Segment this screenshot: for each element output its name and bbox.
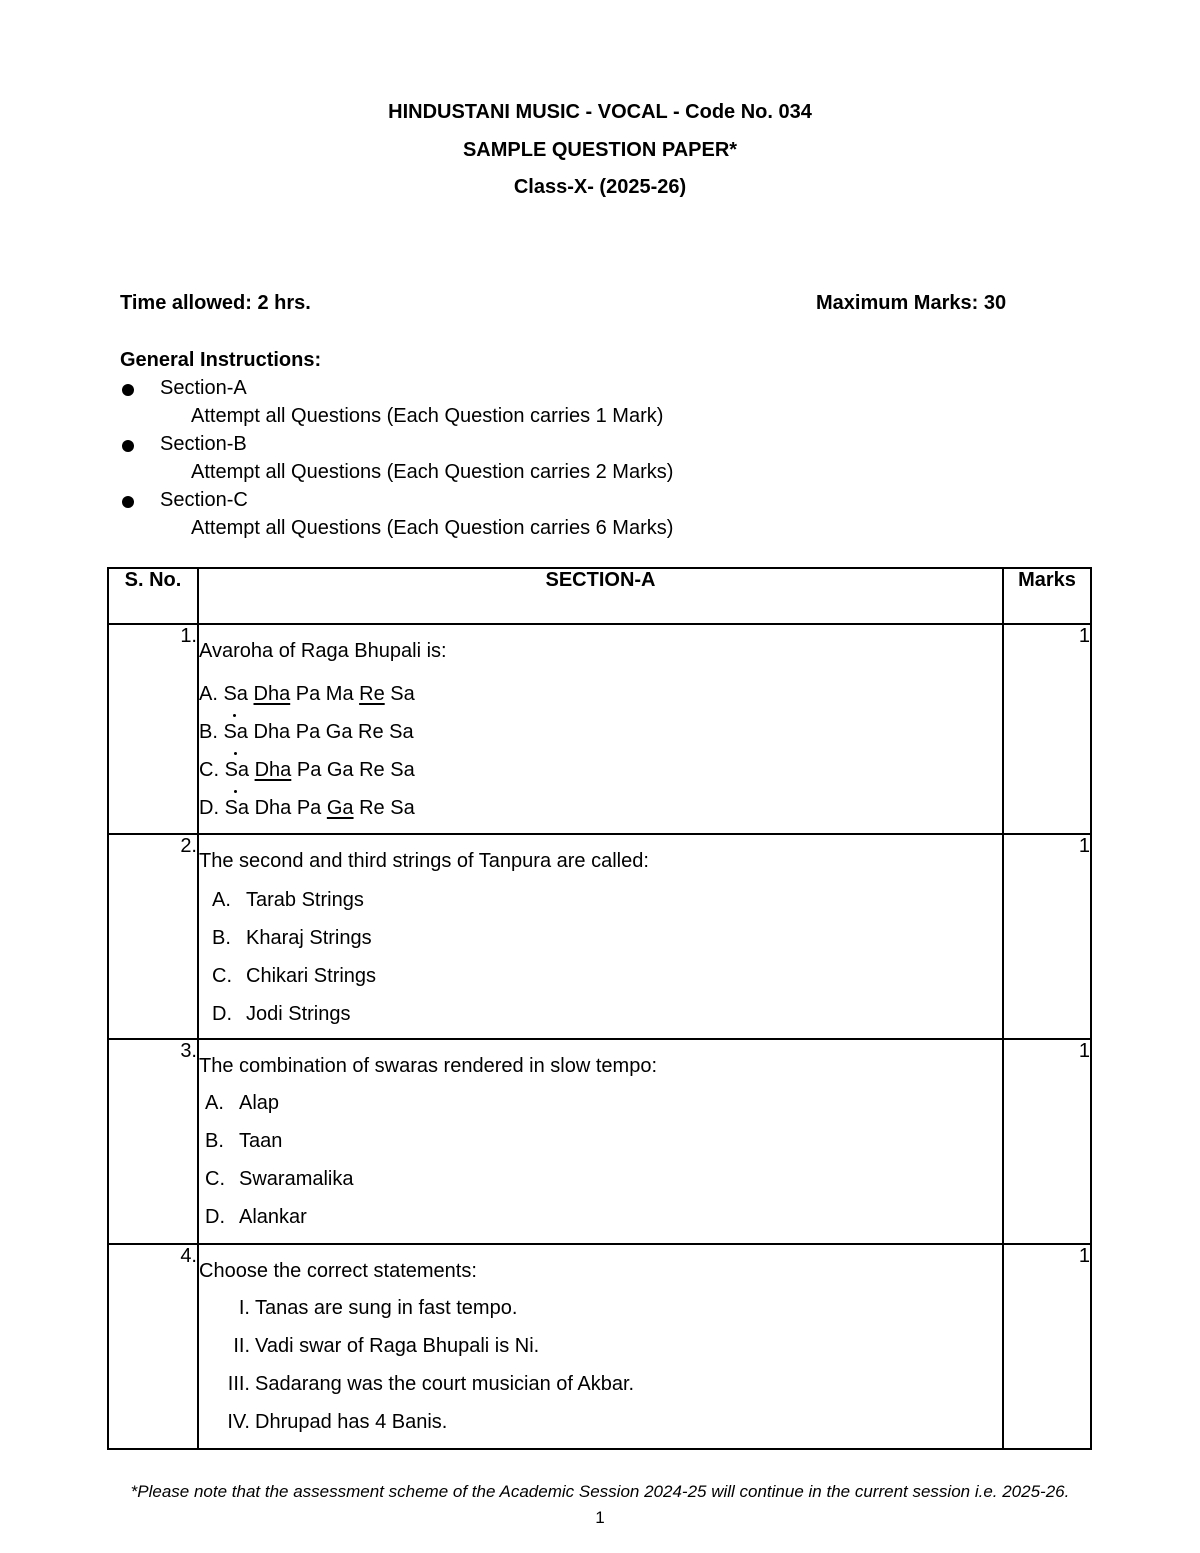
option-text: Dha Pa [249, 797, 327, 819]
question-number: 1. [108, 624, 198, 834]
instruction-text: Attempt all Questions (Each Question carries 2 Marks) [191, 461, 674, 483]
option-a [199, 881, 1002, 919]
question-marks: 1 [1003, 1039, 1091, 1244]
komal-re: Re [359, 683, 385, 705]
option-d [199, 995, 1002, 1033]
question-cell [198, 834, 1003, 1039]
statement-label: I. [238, 1297, 250, 1319]
option-list [199, 1084, 1002, 1236]
taar-sa: Sa [225, 751, 249, 789]
option-label: D. [199, 797, 219, 819]
option-label: B. [212, 927, 231, 949]
option-text: Swaramalika [239, 1168, 354, 1190]
instruction-section: Section-B [160, 433, 247, 455]
question-marks: 1 [1003, 624, 1091, 834]
option-label: A. [205, 1092, 224, 1114]
option-label: C. [205, 1168, 225, 1190]
table-header-row [108, 568, 1091, 624]
question-marks: 1 [1003, 1244, 1091, 1449]
option-text: Alankar [239, 1206, 307, 1228]
option-label: C. [212, 965, 232, 987]
instruction-text: Attempt all Questions (Each Question carries 1 Mark) [191, 405, 664, 427]
statement-list [199, 1289, 1002, 1441]
table-row [108, 624, 1091, 834]
question-table [107, 567, 1092, 1450]
statement-text: Dhrupad has 4 Banis. [255, 1411, 448, 1433]
option-list [199, 881, 1002, 1033]
statement-label: II. [233, 1335, 250, 1357]
option-label: D. [205, 1206, 225, 1228]
option-label: C. [199, 759, 219, 781]
option-text: Dha Pa Ga Re Sa [247, 721, 414, 743]
option-label: B. [199, 721, 218, 743]
maximum-marks: Maximum Marks: 30 [816, 292, 1007, 314]
question-text: The second and third strings of Tanpura are called: [199, 850, 649, 872]
option-b [199, 919, 1002, 957]
option-d [199, 789, 1002, 827]
option-a [199, 1084, 1002, 1122]
option-label: D. [212, 1003, 232, 1025]
statement-item [199, 1403, 1002, 1441]
page-number: 1 [595, 1508, 605, 1527]
option-text: Jodi Strings [246, 1003, 351, 1025]
instruction-section: Section-A [160, 377, 247, 399]
table-row [108, 1244, 1091, 1449]
option-text: Kharaj Strings [246, 927, 372, 949]
statement-label: IV. [227, 1411, 250, 1433]
table-row [108, 834, 1091, 1039]
bullet-icon [122, 496, 134, 508]
question-number: 4. [108, 1244, 198, 1449]
option-text: Re Sa [353, 797, 415, 819]
header-sno: S. No. [108, 568, 198, 624]
statement-text: Sadarang was the court musician of Akbar. [255, 1373, 635, 1395]
option-text: Taan [239, 1130, 283, 1152]
header-marks: Marks [1003, 568, 1091, 624]
paper-title: HINDUSTANI MUSIC - VOCAL - Code No. 034 [388, 101, 812, 123]
statement-item [199, 1365, 1002, 1403]
question-text: The combination of swaras rendered in slow tempo: [199, 1055, 658, 1077]
instruction-text: Attempt all Questions (Each Question carries 6 Marks) [191, 517, 674, 539]
option-text: Tarab Strings [246, 889, 364, 911]
question-cell [198, 1039, 1003, 1244]
time-allowed: Time allowed: 2 hrs. [120, 292, 311, 314]
option-text: Pa Ga Re Sa [291, 759, 415, 781]
general-instructions-title: General Instructions: [120, 349, 322, 371]
question-number: 3. [108, 1039, 198, 1244]
question-cell [198, 1244, 1003, 1449]
instruction-section: Section-C [160, 489, 248, 511]
question-number: 2. [108, 834, 198, 1039]
statement-text: Vadi swar of Raga Bhupali is Ni. [255, 1335, 540, 1357]
option-text: Alap [239, 1092, 280, 1114]
statement-label: III. [227, 1373, 250, 1395]
komal-dha: Dha [253, 683, 291, 705]
option-b [199, 713, 1002, 751]
option-text: Pa Ma [290, 683, 360, 705]
statement-item [199, 1289, 1002, 1327]
header-section: SECTION-A [198, 568, 1003, 624]
option-text: Sa [223, 683, 254, 705]
footnote: *Please note that the assessment scheme of the Academic Session 2024-25 will continue in the current session i.e. 2025-26. [130, 1482, 1070, 1501]
statement-text: Tanas are sung in fast tempo. [255, 1297, 518, 1319]
komal-dha: Dha [254, 759, 292, 781]
option-a [199, 675, 1002, 713]
taar-sa: Sa [223, 713, 247, 751]
bullet-icon [122, 384, 134, 396]
option-c [199, 751, 1002, 789]
option-b [199, 1122, 1002, 1160]
option-text: Chikari Strings [246, 965, 377, 987]
question-text: Choose the correct statements: [199, 1260, 477, 1282]
option-c [199, 1160, 1002, 1198]
question-text: Avaroha of Raga Bhupali is: [199, 640, 447, 662]
statement-item [199, 1327, 1002, 1365]
bullet-icon [122, 440, 134, 452]
question-cell [198, 624, 1003, 834]
option-d [199, 1198, 1002, 1236]
paper-subtitle: SAMPLE QUESTION PAPER* [462, 139, 738, 161]
option-label: B. [205, 1130, 224, 1152]
option-label: A. [199, 683, 218, 705]
question-marks: 1 [1003, 834, 1091, 1039]
class-label: Class-X- (2025-26) [513, 176, 687, 198]
option-c [199, 957, 1002, 995]
komal-ga: Ga [326, 797, 354, 819]
option-text: Sa [384, 683, 415, 705]
option-label: A. [212, 889, 231, 911]
taar-sa: Sa [225, 789, 249, 827]
table-row [108, 1039, 1091, 1244]
